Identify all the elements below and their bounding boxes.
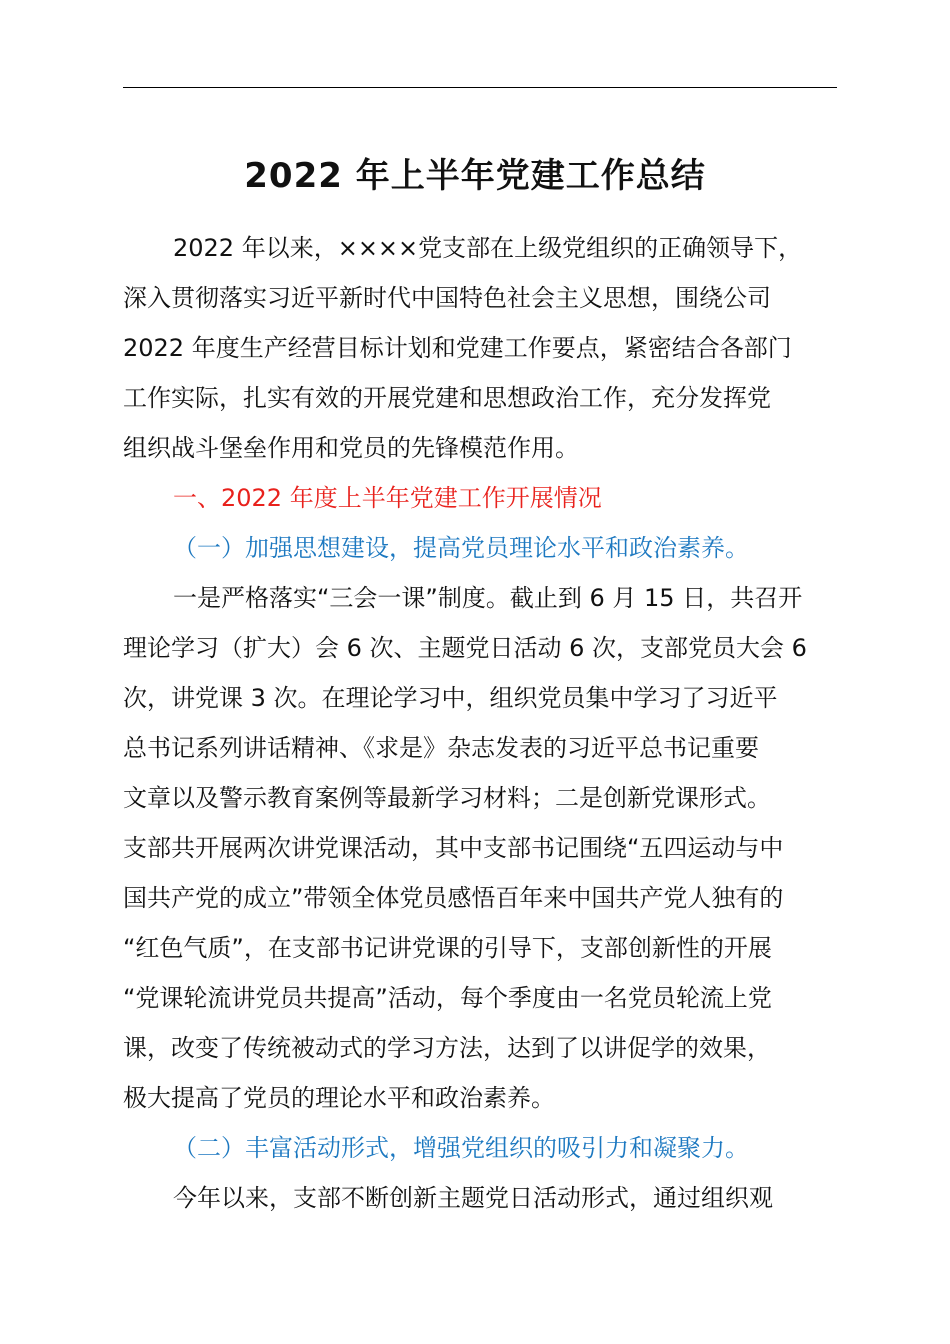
paragraph-line: 今年以来，支部不断创新主题党日活动形式，通过组织观 — [173, 1184, 773, 1212]
paragraph-line: 2022 年以来，××××党支部在上级党组织的正确领导下， — [173, 234, 803, 262]
paragraph-line: 组织战斗堡垒作用和党员的先锋模范作用。 — [123, 434, 579, 462]
paragraph-line: 国共产党的成立”带领全体党员感悟百年来中国共产党人独有的 — [123, 884, 784, 912]
paragraph-line: “党课轮流讲党员共提高”活动，每个季度由一名党员轮流上党 — [123, 984, 772, 1012]
subsection-heading: （二）丰富活动形式，增强党组织的吸引力和凝聚力。 — [173, 1134, 749, 1162]
paragraph-line: 一是严格落实“三会一课”制度。截止到 6 月 15 日，共召开 — [173, 584, 803, 612]
header-rule — [123, 87, 837, 88]
paragraph-line: 2022 年度生产经营目标计划和党建工作要点，紧密结合各部门 — [123, 334, 792, 362]
subsection-heading: （一）加强思想建设，提高党员理论水平和政治素养。 — [173, 534, 749, 562]
paragraph-line: 理论学习（扩大）会 6 次、主题党日活动 6 次，支部党员大会 6 — [123, 634, 807, 662]
paragraph-line: 次，讲党课 3 次。在理论学习中，组织党员集中学习了习近平 — [123, 684, 778, 712]
paragraph-line: 文章以及警示教育案例等最新学习材料；二是创新党课形式。 — [123, 784, 771, 812]
paragraph-line: 支部共开展两次讲党课活动，其中支部书记围绕“五四运动与中 — [123, 834, 784, 862]
paragraph-line: 极大提高了党员的理论水平和政治素养。 — [123, 1084, 555, 1112]
paragraph-line: 工作实际，扎实有效的开展党建和思想政治工作，充分发挥党 — [123, 384, 771, 412]
paragraph-line: “红色气质”，在支部书记讲党课的引导下，支部创新性的开展 — [123, 934, 772, 962]
paragraph-line: 总书记系列讲话精神、《求是》杂志发表的习近平总书记重要 — [123, 734, 759, 762]
paragraph-line: 课，改变了传统被动式的学习方法，达到了以讲促学的效果， — [123, 1034, 771, 1062]
section-heading: 一、2022 年度上半年党建工作开展情况 — [173, 484, 602, 512]
paragraph-line: 深入贯彻落实习近平新时代中国特色社会主义思想，围绕公司 — [123, 284, 771, 312]
document-title: 2022 年上半年党建工作总结 — [244, 156, 706, 196]
